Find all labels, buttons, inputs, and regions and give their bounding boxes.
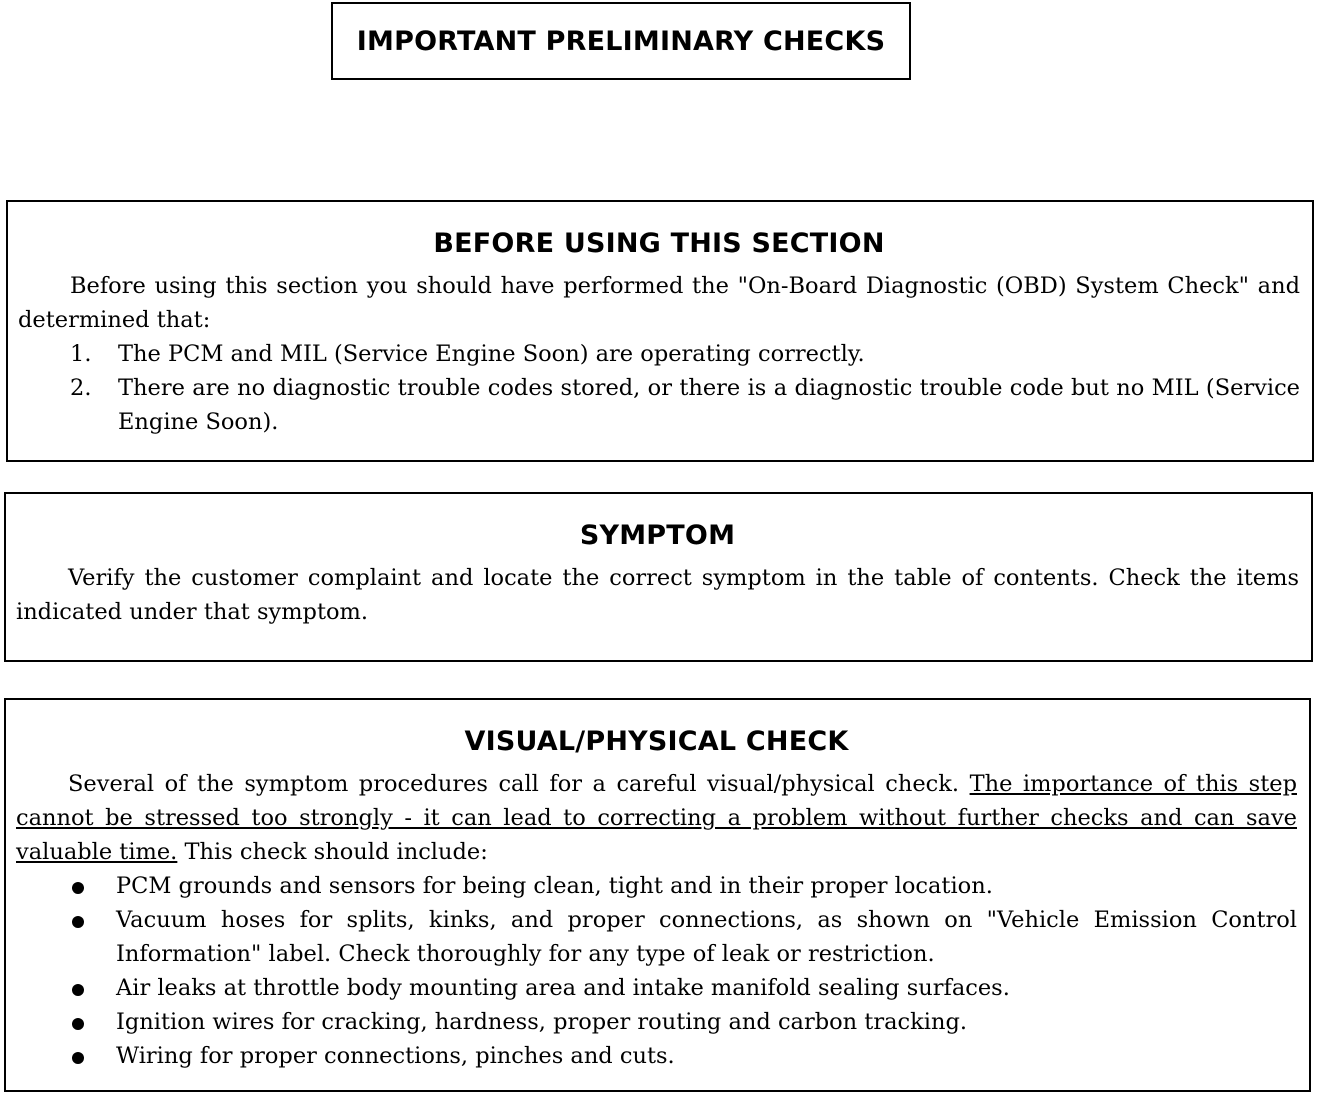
visual-physical-section — [4, 698, 1311, 1092]
item-text: Vacuum hoses for splits, kinks, and proper connections, as shown on "Vehicle Emission Control Information" label. Check thoroughly for any type of leak or restriction. — [116, 907, 1297, 967]
visual-intro-tail: This check should include: — [177, 839, 488, 865]
item-text: Wiring for proper connections, pinches and cuts. — [116, 1043, 675, 1069]
item-text: The PCM and MIL (Service Engine Soon) are operating correctly. — [118, 341, 865, 367]
list-item — [16, 1039, 1297, 1073]
list-item — [18, 371, 1300, 439]
visual-check-list — [16, 869, 1297, 1073]
page-title: IMPORTANT PRELIMINARY CHECKS — [356, 25, 886, 57]
visual-heading: VISUAL/PHYSICAL CHECK — [464, 726, 849, 757]
list-item — [16, 971, 1297, 1005]
item-text: Ignition wires for cracking, hardness, proper routing and carbon tracking. — [116, 1009, 968, 1035]
item-number: 1. — [70, 341, 92, 367]
before-intro: Before using this section you should have performed the "On-Board Diagnostic (OBD) System Check" and determined that: — [18, 273, 1300, 333]
before-using-section — [6, 200, 1314, 462]
list-item — [16, 1005, 1297, 1039]
bullet-icon — [72, 1018, 84, 1030]
visual-intro-plain: Several of the symptom procedures call for a careful visual/physical check. — [68, 771, 970, 797]
symptom-text: Verify the customer complaint and locate the correct symptom in the table of contents. Check the items indicated under that symptom. — [16, 565, 1299, 625]
visual-intro — [16, 767, 1297, 869]
page-title-box — [331, 2, 911, 80]
list-item — [18, 337, 1300, 371]
item-number: 2. — [70, 375, 92, 401]
bullet-icon — [72, 1052, 84, 1064]
symptom-section — [4, 492, 1313, 662]
list-item — [16, 869, 1297, 903]
bullet-icon — [72, 882, 84, 894]
bullet-icon — [72, 984, 84, 996]
bullet-icon — [72, 916, 84, 928]
before-heading: BEFORE USING THIS SECTION — [433, 228, 885, 259]
visual-intro-emphasis: The importance of this step cannot be stressed too strongly - it can lead to correcting a problem without further checks and can save valuable time. — [16, 771, 1297, 865]
before-list — [18, 337, 1300, 439]
item-text: There are no diagnostic trouble codes stored, or there is a diagnostic trouble code but no MIL (Service Engine Soon). — [118, 375, 1300, 435]
list-item — [16, 903, 1297, 971]
item-text: PCM grounds and sensors for being clean, tight and in their proper location. — [116, 873, 993, 899]
item-text: Air leaks at throttle body mounting area and intake manifold sealing surfaces. — [116, 975, 1010, 1001]
symptom-heading: SYMPTOM — [579, 520, 736, 551]
